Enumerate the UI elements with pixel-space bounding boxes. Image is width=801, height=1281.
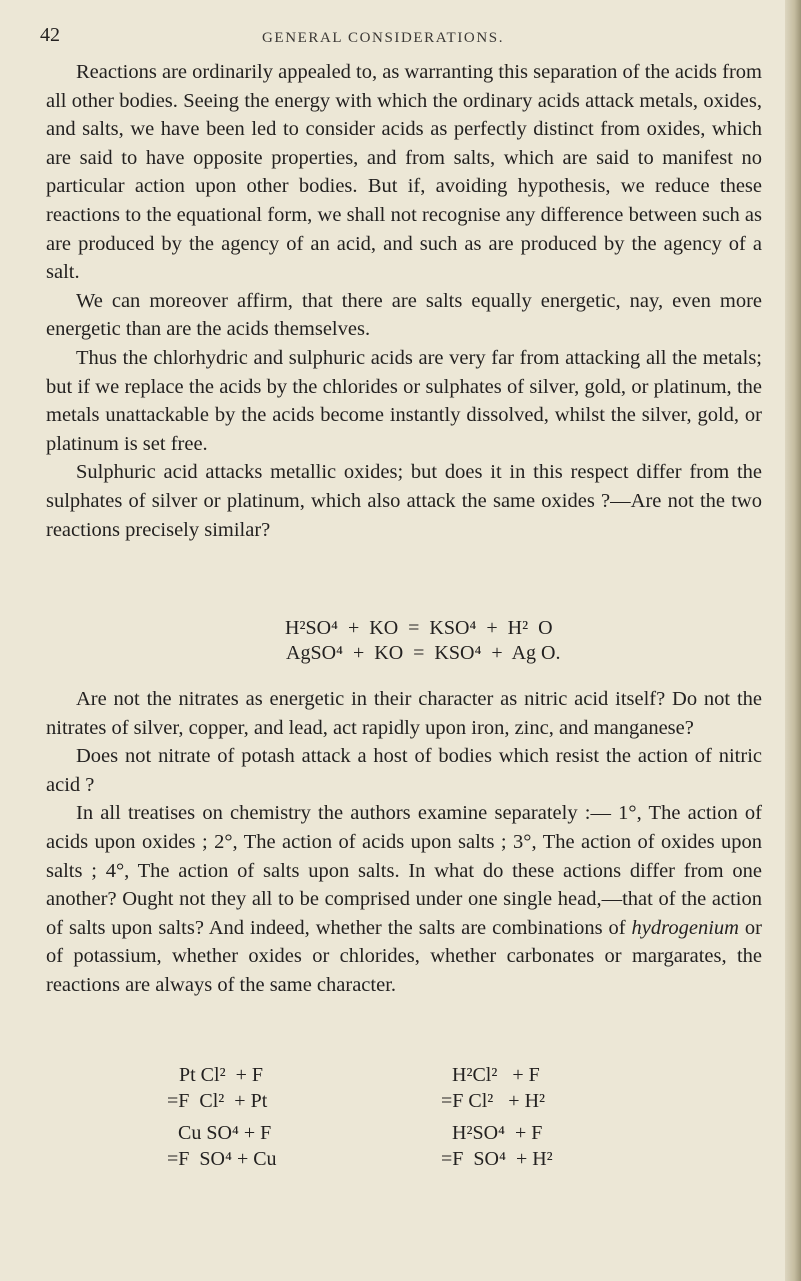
equation-line: H²Cl² + F — [452, 1064, 540, 1086]
equation-line: =F SO⁴ + H² — [441, 1148, 553, 1170]
running-title: GENERAL CONSIDERATIONS. — [262, 30, 505, 46]
italic-term: hydrogenium — [631, 916, 739, 939]
paragraph: Sulphuric acid attacks metallic oxides; but does it in this respect differ from the sulphates of silver or platinum, which also attack the same oxides ?—Are not the two reactions precisely similar? — [46, 461, 762, 541]
paragraph — [46, 799, 762, 999]
paragraph: Reactions are ordinarily appealed to, as warranting this separation of the acids from all other bodies. Seeing the energy with which the ordinary acids attack metals, oxides, and salts, we have been led to consider acids as perfectly distinct from oxides, which are said to have opposite properties, and from salts, which are said to manifest no particular action upon other bodies. But if, avoiding hypothesis, we reduce these reactions to the equational form, we shall not recognise any difference between such as are produced by the agency of an acid, and such as are produced by the agency of a salt. — [46, 61, 762, 284]
equation-line: AgSO⁴ + KO = KSO⁴ + Ag O. — [286, 642, 561, 664]
paragraph-text: In all treatises on chemistry the authors examine separately :— 1°, The action of acids upon oxides ; 2°, The action of acids upon salts ; 3°, The action of oxides upon salts ; 4°, The action of salts upon salts. In what do these actions differ from one another? Ought not they all to be comprised under one single head,—that of the action of salts upon salts? And indeed, whether the salts are combinations of — [46, 802, 762, 939]
equation-line: H²SO⁴ + F — [452, 1122, 543, 1144]
paragraph: Are not the nitrates as energetic in their character as nitric acid itself? Do not the nitrates of silver, copper, and lead, act rapidly upon iron, zinc, and manganese? — [46, 688, 762, 739]
paragraph: Thus the chlorhydric and sulphuric acids are very far from attacking all the metals; but if we replace the acids by the chlorides or sulphates of silver, gold, or platinum, the metals unattackable by the acids become instantly dissolved, whilst the silver, gold, or platinum is set free. — [46, 346, 762, 455]
page-number: 42 — [40, 24, 60, 46]
equation-line: Pt Cl² + F — [179, 1064, 263, 1086]
paragraph: We can moreover affirm, that there are salts equally energetic, nay, even more energetic than are the acids themselves. — [46, 289, 762, 341]
paragraph-text: or of potassium, whether oxides or chlorides, whether carbonates or margarates, the reactions are always of the same character. — [46, 916, 762, 996]
equation-line: H²SO⁴ + KO = KSO⁴ + H² O — [285, 617, 553, 639]
page-edge — [785, 0, 801, 1281]
text-block-top — [46, 58, 762, 544]
paragraph: Does not nitrate of potash attack a host of bodies which resist the action of nitric acid ? — [46, 745, 762, 796]
equation-line: =F Cl² + H² — [441, 1090, 546, 1112]
equation-line: =F Cl² + Pt — [167, 1090, 268, 1112]
equation-line: =F SO⁴ + Cu — [167, 1148, 277, 1170]
equation-line: Cu SO⁴ + F — [178, 1122, 272, 1144]
text-block-bottom — [46, 685, 762, 1000]
